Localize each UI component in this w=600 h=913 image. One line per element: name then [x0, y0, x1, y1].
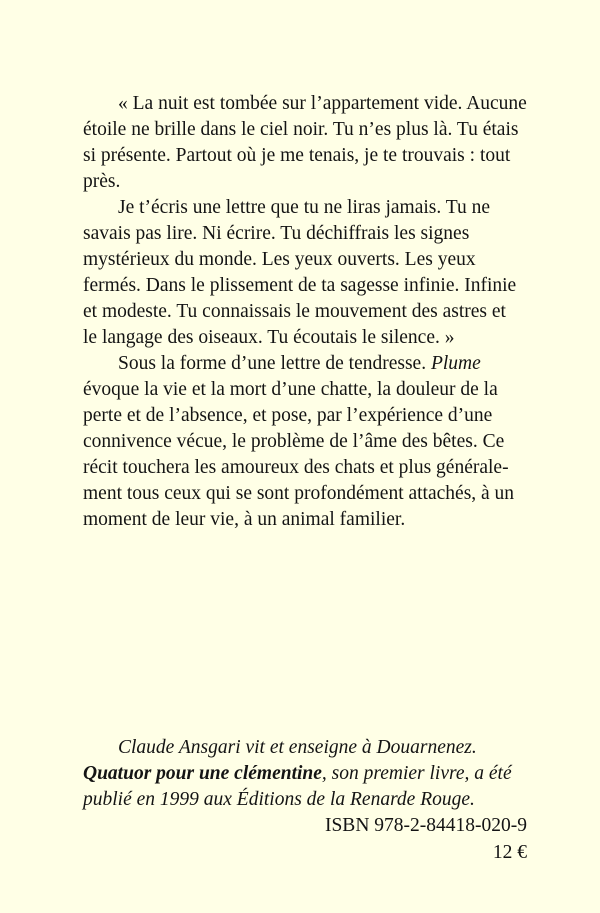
blurb-text	[83, 91, 527, 533]
bio-line-rest: , son premier livre, a été	[321, 763, 512, 784]
summary-line: connivence vécue, le problème de l’âme des bêtes. Ce	[83, 431, 505, 452]
author-bio	[83, 735, 527, 813]
quote-line: Je t’écris une lettre que tu ne liras jamais. Tu ne	[118, 197, 491, 218]
quote-line: savais pas lire. Ni écrire. Tu déchiffrais les signes	[83, 223, 470, 244]
bio-line	[83, 761, 527, 787]
bio-line: publié en 1999 aux Éditions de la Renarde Rouge.	[83, 789, 475, 810]
previous-book-title: Quatuor pour une clémentine	[83, 763, 322, 784]
quote-line: étoile ne brille dans le ciel noir. Tu n’es plus là. Tu étais	[83, 119, 519, 140]
summary-line	[83, 351, 527, 377]
summary-line: évoque la vie et la mort d’une chatte, la douleur de la	[83, 379, 498, 400]
summary-line-prefix: Sous la forme d’une lettre de tendresse.	[118, 353, 427, 374]
isbn: ISBN 978-2-84418-020-9	[324, 815, 527, 836]
quote-line: mystérieux du monde. Les yeux ouverts. Les yeux	[83, 249, 476, 270]
quote-line: si présente. Partout où je me tenais, je te trouvais : tout	[83, 145, 511, 166]
quote-line: le langage des oiseaux. Tu écoutais le silence. »	[83, 327, 455, 348]
price: 12 €	[492, 842, 527, 863]
quote-line: près.	[83, 171, 121, 192]
quote-line: et modeste. Tu connaissais le mouvement des astres et	[83, 301, 506, 322]
book-title-plume: Plume	[430, 353, 481, 374]
summary-line: ment tous ceux qui se sont profondément attachés, à un	[83, 483, 515, 504]
summary-line: récit touchera les amoureux des chats et plus générale-	[83, 457, 509, 478]
quote-line: « La nuit est tombée sur l’appartement vide. Aucune	[118, 93, 527, 114]
bio-line: Claude Ansgari vit et enseigne à Douarnenez.	[118, 737, 477, 758]
summary-line: perte et de l’absence, et pose, par l’expérience d’une	[83, 405, 493, 426]
quote-line: fermés. Dans le plissement de ta sagesse infinie. Infinie	[83, 275, 517, 296]
summary-line: moment de leur vie, à un animal familier.	[83, 509, 406, 530]
